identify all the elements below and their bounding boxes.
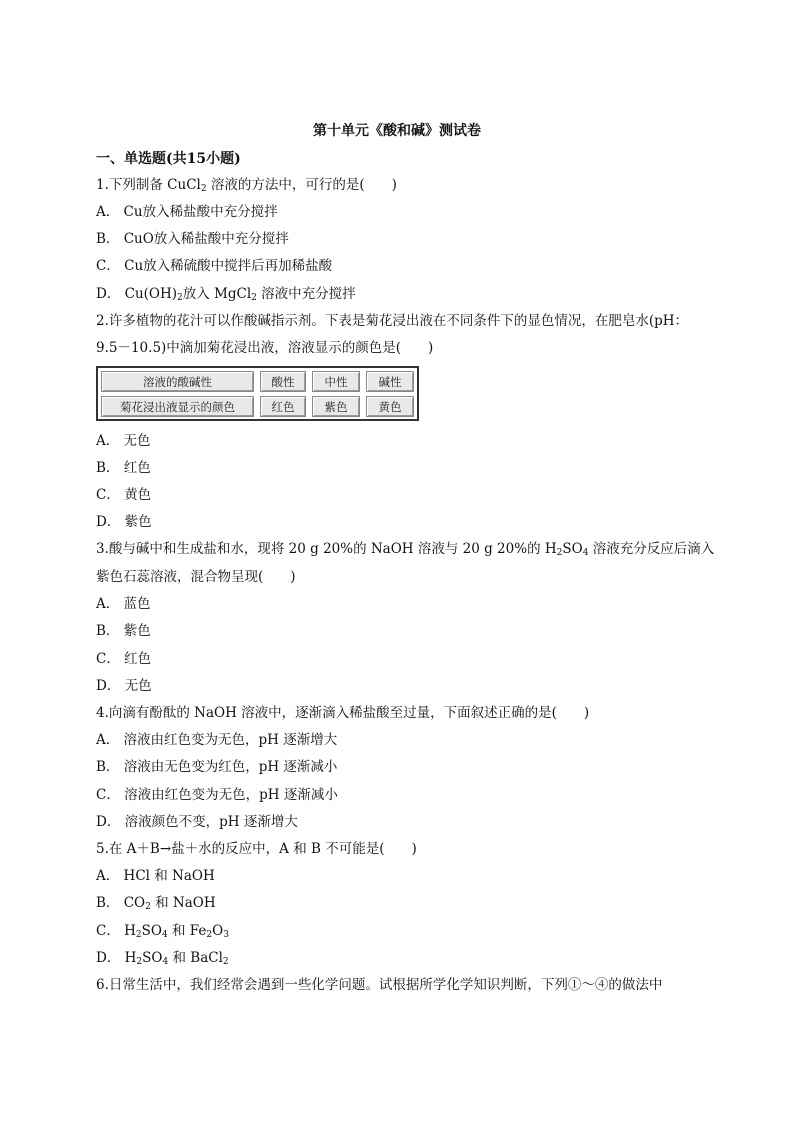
table-cell-r1c2: 酸性 xyxy=(260,371,306,392)
q5-c-sub: 2 xyxy=(135,930,142,940)
q3-stem-sub2: 4 xyxy=(582,548,589,558)
question-2-option-d: D． 紫色 xyxy=(96,514,152,530)
table-cell-r2c3: 紫色 xyxy=(312,396,360,417)
table-cell-r1c4: 碱性 xyxy=(366,371,414,392)
q5-c-text-b: SO xyxy=(141,923,162,939)
question-2-option-c: C． 黄色 xyxy=(96,487,152,503)
document-title: 第十单元《酸和碱》测试卷 xyxy=(313,123,481,139)
q3-stem-sub: 2 xyxy=(556,548,563,558)
question-3-option-c: C． 红色 xyxy=(96,651,152,667)
q1-stem-sub: 2 xyxy=(200,184,207,194)
question-5-option-d xyxy=(96,949,229,967)
question-3-stem-line2: 紫色石蕊溶液，混合物呈现( ) xyxy=(96,569,296,585)
table-cell-r2c1: 菊花浸出液显示的颜色 xyxy=(101,396,254,417)
question-3-option-b: B． 紫色 xyxy=(96,623,151,639)
q5-c-sub3: 2 xyxy=(206,930,213,940)
table-cell-r1c3: 中性 xyxy=(312,371,360,392)
q1-d-text-c: 溶液中充分搅拌 xyxy=(256,286,356,302)
question-2-option-a: A． 无色 xyxy=(96,433,151,449)
question-6-stem: 6.日常生活中，我们经常会遇到一些化学问题。试根据所学化学知识判断，下列①～④的做法中 xyxy=(96,977,663,993)
q5-c-text-d: O xyxy=(212,923,224,939)
table-cell-r1c1: 溶液的酸碱性 xyxy=(101,371,254,392)
question-5-stem: 5.在 A＋B→盐＋水的反应中，A 和 B 不可能是( ) xyxy=(96,841,417,857)
table-cell-r2c4: 黄色 xyxy=(366,396,414,417)
question-4-option-a: A． 溶液由红色变为无色，pH 逐渐增大 xyxy=(96,732,338,748)
q5-d-text-a: D． H xyxy=(96,950,137,966)
question-4-option-c: C． 溶液由红色变为无色，pH 逐渐减小 xyxy=(96,787,338,803)
question-4-option-d: D． 溶液颜色不变，pH 逐渐增大 xyxy=(96,814,298,830)
question-1-stem xyxy=(96,176,397,194)
q5-d-sub3: 2 xyxy=(222,957,229,967)
q3-stem-text-a: 3.酸与碱中和生成盐和水，现将 20 g 20%的 NaOH 溶液与 20 g 20%的 H xyxy=(96,541,557,557)
q1-d-sub2: 2 xyxy=(251,293,257,303)
q5-b-text-a: B． CO xyxy=(96,895,146,911)
question-3-option-a: A． 蓝色 xyxy=(96,596,151,612)
q3-stem-text-b: SO xyxy=(562,541,583,557)
q1-stem-text: 1.下列制备 CuCl xyxy=(96,177,201,193)
q5-c-sub2: 4 xyxy=(161,930,168,940)
question-2-stem-line1: 2.许多植物的花汁可以作酸碱指示剂。下表是菊花浸出液在不同条件下的显色情况，在肥皂水(pH： xyxy=(96,313,689,329)
table-cell-r2c2: 红色 xyxy=(260,396,306,417)
q1-d-text-a: D． Cu(OH) xyxy=(96,286,178,302)
question-5-option-b xyxy=(96,894,216,912)
question-1-option-b: B． CuO放入稀盐酸中充分搅拌 xyxy=(96,231,289,247)
question-4-option-b: B． 溶液由无色变为红色，pH 逐渐减小 xyxy=(96,759,338,775)
section-heading: 一、单选题(共15小题) xyxy=(96,151,241,167)
q5-c-text-c: 和 Fe xyxy=(167,923,207,939)
q5-d-text-c: 和 BaCl xyxy=(168,950,223,966)
q1-stem-text-b: 溶液的方法中，可行的是( ) xyxy=(206,177,397,193)
question-5-option-a: A． HCl 和 NaOH xyxy=(96,868,215,884)
q5-c-text-a: C． H xyxy=(96,923,136,939)
question-5-option-c xyxy=(96,922,229,940)
q1-d-text-b: 放入 MgCl xyxy=(182,286,252,302)
question-1-option-a: A． Cu放入稀盐酸中充分搅拌 xyxy=(96,204,278,220)
q5-c-sub4: 3 xyxy=(223,930,229,940)
question-2-stem-line2: 9.5－10.5)中滴加菊花浸出液，溶液显示的颜色是( ) xyxy=(96,340,434,356)
q5-d-sub2: 4 xyxy=(162,957,169,967)
question-3-stem-line1 xyxy=(96,540,714,558)
q5-d-text-b: SO xyxy=(142,950,163,966)
q5-b-sub: 2 xyxy=(145,902,151,912)
q1-d-sub: 2 xyxy=(177,293,183,303)
question-1-option-d xyxy=(96,285,356,303)
q5-b-text-b: 和 NaOH xyxy=(150,895,216,911)
q5-d-sub: 2 xyxy=(136,957,143,967)
question-2-option-b: B． 红色 xyxy=(96,460,151,476)
indicator-color-table xyxy=(96,366,419,421)
question-3-option-d: D． 无色 xyxy=(96,678,152,694)
question-4-stem: 4.向滴有酚酞的 NaOH 溶液中，逐渐滴入稀盐酸至过量，下面叙述正确的是( ) xyxy=(96,705,590,721)
q3-stem-text-c: 溶液充分反应后滴入 xyxy=(588,541,715,557)
question-1-option-c: C． Cu放入稀硫酸中搅拌后再加稀盐酸 xyxy=(96,258,333,274)
